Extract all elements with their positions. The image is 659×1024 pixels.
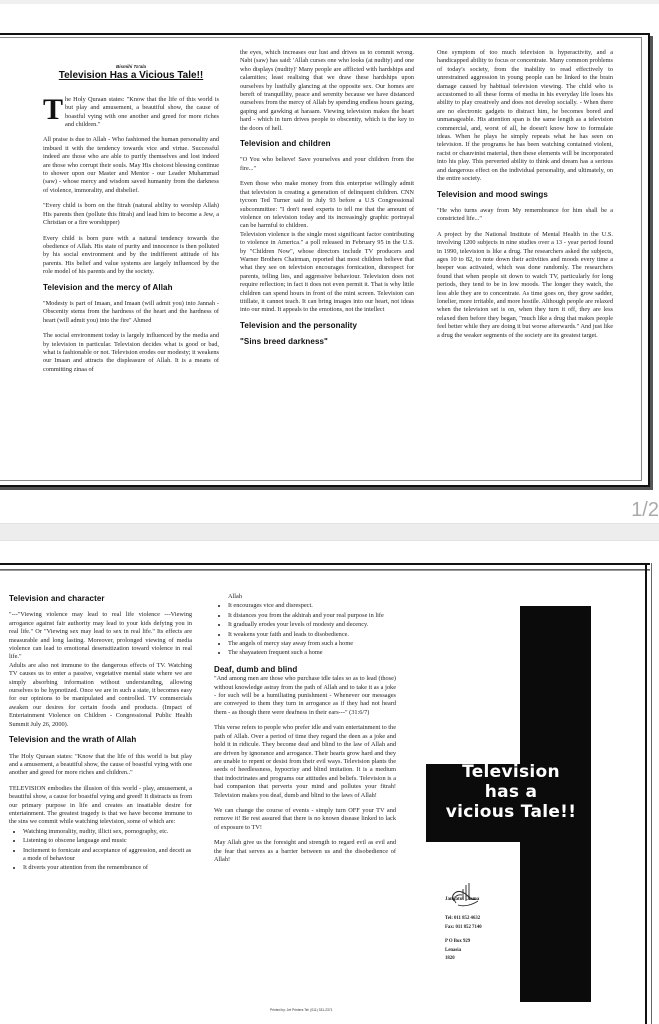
city: Lenasia bbox=[445, 947, 461, 953]
tel: Tel: 011 852 4632 bbox=[445, 916, 481, 921]
sins-list-continued bbox=[214, 602, 396, 657]
paragraph: We can change the course of events - simply turn OFF your TV and remove it! Be rest assured that there is no known disease linked to lack of exposure to TV! bbox=[214, 806, 396, 831]
document-page-1 bbox=[0, 33, 659, 490]
page-separator bbox=[0, 523, 659, 541]
list-item: • The shayaateen frequent such a home bbox=[228, 649, 396, 657]
paragraph: The social environment today is largely influenced by the media and by television in particular. Television decides what is good or bad, what is fashionable or not. Television erodes our modesty; it weakens our Imaan and attracts the displeasure of Allah. It is a means of committing zinaa of bbox=[43, 332, 219, 373]
drop-cap: T bbox=[43, 92, 64, 126]
list-item: • It distances you from the akhirah and your real purpose in life bbox=[228, 612, 396, 620]
paragraph: A project by the National Institute of Mental Health in the U.S. involving 1200 subjects in nine studies over a 13 - year period found in 1990, television is like a drug. The researchers asked the subjects, ages 10 to 82, to note down their activities and moods every time a beeper was activated, which was done randomly. The researchers found that when people sit down to watch TV, particularly for long periods, they tend to be in low moods. The longer they watch, the less able they are to concentrate. As time goes on, they grow sadder, lonelier, more irritable, and more hostile. Although people are relaxed when the television set is on, when they turn it off, they are less relaxed then before they began, "much like a drug that makes people feel better while they are doing it but worse afterwards." And just like a drug the weaker segments of the society are its greatest target. bbox=[437, 230, 613, 339]
list-continuation: Allah bbox=[228, 593, 242, 600]
paragraph: May Allah give us the foresight and strength to regard evil as evil and the fear that serves as a barrier between us and the disobedience of Allah! bbox=[214, 839, 396, 863]
document-page-2 bbox=[0, 563, 659, 1024]
paragraph: One symptom of too much television is hyperactivity, and a handicapped ability to focus or concentrate. Many common problems of today's society, from the inability to read effectively to unrestrained aggression in young people can be linked to the brain damage caused by habitual television viewing. The child who is accustomed to all these forms of media in his everyday life loses his ability to play creatively and does not develop socially. - When there are no electronic gadgets to distract him, he becomes bored and unmanageable. His attention span is the same length as a television commercial, and, worst of all, he doesn't know how to formulate ideas. When he plays he simply repeats what he has seen on television. If the programs he has been watching contained violent, racist or chauvinist material, then these elements will be incorporated into his play. This perverted ability to think and dream has a serious and dangerous effect on the individual personality, and ultimately, on the entire society. bbox=[437, 49, 613, 183]
list-item: • Listening to obscene language and music bbox=[23, 837, 192, 845]
document-title: Television Has a Vicious Tale!! bbox=[58, 70, 204, 82]
list-item: • It weakens your faith and leads to disobedience. bbox=[228, 631, 396, 639]
paragraph: This verse refers to people who prefer idle and vain entertainment to the path of Allah. Over a period of time they regard the deen as a joke and hold it in ridicule. They become deaf and blind to the law of Allah and are driven by ignorance and arrogance. Their hearts grow hard and they are unable to repent or desist from their evil ways. Television plants the seeds of heedlessness, hypocrisy and blind imitation. It is a medium that indoctrinates and programs our attitudes and beliefs. Television is a bad companion that perverts your mind and pollutes your fitrah! Television makes you deaf, dumb and blind to the laws of Allah! bbox=[214, 724, 396, 799]
section-heading-children: Television and children bbox=[240, 139, 331, 149]
paragraph: TELEVISION embodies the illusion of this world - play, amusement, a beautiful show, a cause for boastful vying and greed! It distracts us from our primary purpose in life and creates an insatiable desire for entertainment. The greatest tragedy is that we have become immune to the sins we commit while watching television, some of which are: bbox=[9, 784, 192, 826]
section-heading-mercy: Television and the mercy of Allah bbox=[43, 282, 173, 292]
contact-details bbox=[445, 915, 482, 964]
paragraph: Television violence is the single most significant factor contributing to violence in America." a poll released in February 95 in the U.S. by "Children Now", whose directors include TV producers and Warner Brothers Chairman, reported that most children believe that what they see on television encourages fornication, disrespect for parents, telling lies, and aggressive behaviour. Television does not require reflection; in fact it does not even permit it. That is why little children can spend hours in front of the mini screen. Television can titillate, it cannot teach. It can bring images into our heart, not ideas into our mind. It appeals to the emotions, not the intellect bbox=[240, 230, 414, 314]
page-border-right bbox=[645, 563, 652, 1024]
paragraph: "He who turns away from My remembrance for him shall be a constricted life..." bbox=[437, 206, 613, 223]
organisation-name: Jamiatul Ulama bbox=[445, 897, 480, 902]
paragraph: "O You who believe! Save yourselves and your children from the fire..." bbox=[240, 156, 414, 172]
viewer-top-bar bbox=[0, 0, 659, 4]
section-heading-sins: "Sins breed darkness" bbox=[240, 337, 328, 347]
list-item: • It diverts your attention from the remembrance of bbox=[23, 864, 192, 872]
section-heading-mood: Television and mood swings bbox=[437, 189, 548, 199]
paragraph: Adults are also not immune to the dangerous effects of TV. Watching TV causes us to enter a passive, vegetative mental state where we are simply absorbing information without understanding, allowing ourselves to be hypnotized. Once we are in such a state, it becomes easy for our opinions to be manipulated and controlled. TV commercials awaken our desires for certain foods and products. (Impact of Entertainment Violence on Children - Congressional Public Health Summit July 26, 2000). bbox=[9, 661, 192, 728]
paragraph: "And among men are those who purchase idle tales so as to lead (those) without knowledge astray from the path of Allah and to take it as a joke - for such will be a humiliating punishment - Whenever our messages are conveyed to them they turn in arrogance as if they had not heard them - as though there were deafness in their ears---" (31:6/7) bbox=[214, 675, 396, 716]
section-heading-personality: Television and the personality bbox=[240, 320, 358, 330]
column-2 bbox=[214, 593, 396, 871]
sins-list bbox=[9, 828, 192, 873]
calligraphy-logo-icon bbox=[448, 881, 480, 911]
list-item: • Incitement to fornicate and acceptance of aggression, and deceit as a mode of behaviour bbox=[23, 847, 192, 864]
list-item: • The angels of mercy stay away from such a home bbox=[228, 640, 396, 648]
list-item: • Watching immorality, nudity, illicit sex, pornography, etc. bbox=[23, 828, 192, 836]
printer-credit: Printed by: Jet Printers Tel: (011) 331-2371 bbox=[270, 1008, 333, 1012]
page-indicator: 1/2 bbox=[631, 499, 659, 521]
column-1 bbox=[9, 589, 192, 879]
intro-paragraph: The Holy Quraan states: "Know that the life of this world is but play and amusement, a beautiful show, the cause of boastful vying with one another and greed for more riches and children." bbox=[43, 92, 219, 129]
paragraph: "Modesty is part of Imaan, and Imaan (will admit you) into Jannah - Obscenity stems from the hardness of the heart and the hardness of heart (will admit you) into the fire" Ahmed bbox=[43, 299, 219, 324]
column-2 bbox=[240, 49, 414, 355]
paragraph: All praise is due to Allah - Who fashioned the human personality and imbued it with the tendency towards vice and virtue. Successful indeed are those who are able to purify themselves and lost indeed are those who corrupt their souls. May His choicest blessing continue to shower upon our Master and Mentor - our Leader Muhammad (saw) - whose mercy and wisdom saved humanity from the darkness of violence, immorality, and disbelief. bbox=[43, 136, 219, 194]
paragraph: Every child is born pure with a natural tendency towards the obedience of Allah. His state of purity and innocence is then polluted by his social environment and by the indifferent attitude of his parents. His belief and value systems are largely influenced by the role model of his parents and by the society. bbox=[43, 234, 219, 276]
section-heading-wrath: Television and the wrath of Allah bbox=[9, 735, 137, 745]
bismi-heading: Bismihi Ta'ala bbox=[116, 64, 146, 69]
cover-title: Television has a vicious Tale!! bbox=[445, 762, 577, 822]
list-item: • It gradually erodes your levels of modesty and decency. bbox=[228, 621, 396, 629]
paragraph: The Holy Quraan states: "Know that the life of this world is but play and a amusement, a beautiful show, the cause of boastful vying with one another and greed for more riches and children.." bbox=[9, 752, 192, 777]
column-3 bbox=[437, 49, 613, 347]
paragraph: "---"Viewing violence may lead to real life violence ---Viewing arrogance against fair authority may lead to your kids defying you in real life." Or "Viewing sex may lead to sex in real life." Its effects are measurable and long lasting. Moreover, prolonged viewing of media violence can lead to emotional desensitization toward violence in real life." bbox=[9, 611, 192, 661]
paragraph: Even those who make money from this enterprise willingly admit that television is creating a generation of delinquent children. CNN tycoon Ted Turner said in July 93 before a U.S Congressional subcommittee: "I don't need experts to tell me that the amount of violence on television today and its increasingly graphic portrayal can be harmful to children. bbox=[240, 180, 414, 230]
po-box: P O Box 929 bbox=[445, 939, 471, 944]
list-item: • It encourages vice and disrespect. bbox=[228, 602, 396, 610]
section-heading-character: Television and character bbox=[9, 594, 105, 603]
postcode: 1820 bbox=[445, 956, 455, 961]
paragraph: the eyes, which increases our lust and drives us to commit wrong. Nabi (saw) has said: 'Allah curses one who looks (at nudity) and one who displays (nudity)' Many people are afflicted with hardships and calamities; least realising that we draw these hardships upon ourselves by lustfully glancing at the opposite sex. Our homes are bereft of tranquillity, peace and serenity because we have distanced ourselves from the mercy of Allah by spending endless hours gazing, gaping and gawking at haraam. Viewing television makes the heart hard - which in turn drives people to obscenity, which is the key to the doors of hell. bbox=[240, 49, 415, 132]
page-border-top bbox=[0, 563, 650, 570]
fax: Fax: 011 852 7140 bbox=[445, 924, 482, 930]
column-1 bbox=[43, 63, 219, 381]
paragraph: "Every child is born on the fitrah (natural ability to worship Allah) His parents then (pollute this fitrah) and lead him to become a Jew, a Christian or a fire worshipper) bbox=[43, 202, 219, 227]
section-heading-deaf: Deaf, dumb and blind bbox=[214, 664, 298, 674]
